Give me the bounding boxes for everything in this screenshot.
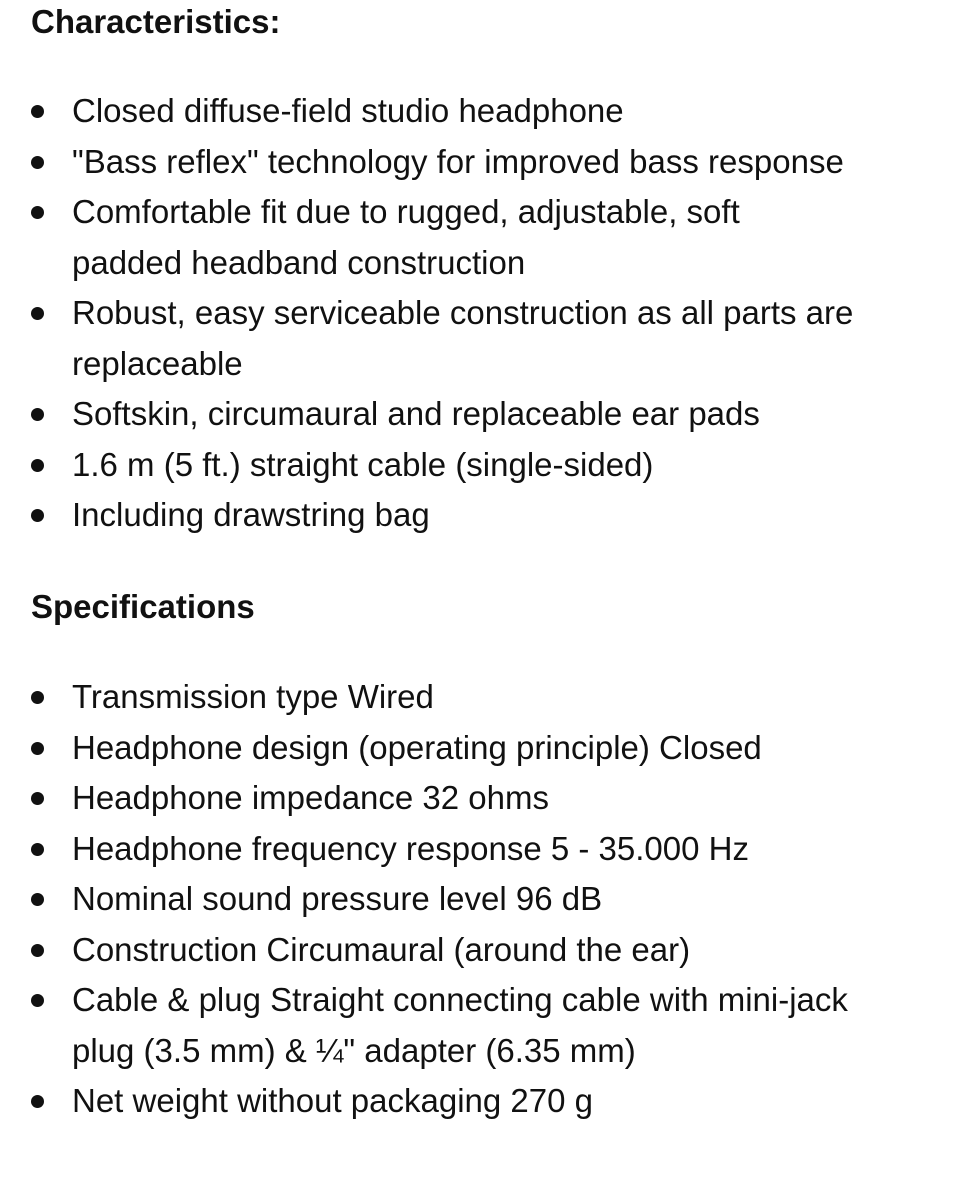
characteristics-item-text-line: Comfortable fit due to rugged, adjustable, soft xyxy=(72,193,740,230)
specifications-item-text-line: Construction Circumaural (around the ear) xyxy=(72,930,691,968)
characteristics-list-item xyxy=(0,288,960,389)
bullet-icon xyxy=(31,893,44,906)
specifications-list-item xyxy=(0,773,960,824)
characteristics-item-text-line: 1.6 m (5 ft.) straight cable (single-sided) xyxy=(72,445,654,483)
bullet-icon xyxy=(31,307,44,320)
specifications-item-text-line: Headphone impedance 32 ohms xyxy=(72,779,550,816)
specifications-list-item xyxy=(0,723,960,774)
bullet-icon xyxy=(31,206,44,219)
specifications-list-item xyxy=(0,975,960,1076)
specifications-item-text-line: Nominal sound pressure level 96 dB xyxy=(72,880,603,917)
bullet-icon xyxy=(31,994,44,1007)
bullet-icon xyxy=(31,944,44,957)
specifications-item-text-line: plug (3.5 mm) & ¼" adapter (6.35 mm) xyxy=(72,1031,636,1069)
bullet-icon xyxy=(31,1095,44,1108)
bullet-icon xyxy=(31,792,44,805)
bullet-icon xyxy=(31,459,44,472)
characteristics-list-item xyxy=(0,440,960,491)
specifications-item-text-line: Net weight without packaging 270 g xyxy=(72,1082,594,1119)
specifications-list-item xyxy=(0,1076,960,1127)
characteristics-item-text-line: Including drawstring bag xyxy=(72,496,430,533)
specifications-item-text-line: Headphone design (operating principle) Closed xyxy=(72,728,762,766)
specifications-heading: Specifications xyxy=(31,588,255,625)
specifications-item-text-line: Cable & plug Straight connecting cable with mini-jack xyxy=(72,981,848,1018)
characteristics-item-text-line: "Bass reflex" technology for improved bass response xyxy=(72,142,844,180)
characteristics-item-text-line: replaceable xyxy=(72,344,243,382)
specifications-list xyxy=(0,672,960,1127)
specifications-list-item xyxy=(0,672,960,723)
characteristics-item-text-line: Softskin, circumaural and replaceable ear pads xyxy=(72,395,760,432)
characteristics-list-item xyxy=(0,187,960,288)
specifications-list-item xyxy=(0,925,960,976)
characteristics-list xyxy=(0,86,960,541)
specifications-list-item xyxy=(0,874,960,925)
characteristics-list-item xyxy=(0,389,960,440)
characteristics-list-item xyxy=(0,490,960,541)
bullet-icon xyxy=(31,156,44,169)
specifications-list-item xyxy=(0,824,960,875)
characteristics-list-item xyxy=(0,137,960,188)
characteristics-item-text-line: Robust, easy serviceable construction as all parts are xyxy=(72,294,854,331)
characteristics-item-text-line: padded headband construction xyxy=(72,243,526,281)
bullet-icon xyxy=(31,105,44,118)
bullet-icon xyxy=(31,843,44,856)
characteristics-heading: Characteristics: xyxy=(31,3,281,40)
bullet-icon xyxy=(31,742,44,755)
specifications-item-text-line: Transmission type Wired xyxy=(72,678,434,715)
bullet-icon xyxy=(31,408,44,421)
specifications-item-text-line: Headphone frequency response 5 - 35.000 Hz xyxy=(72,829,749,867)
characteristics-list-item xyxy=(0,86,960,137)
bullet-icon xyxy=(31,509,44,522)
bullet-icon xyxy=(31,691,44,704)
characteristics-item-text-line: Closed diffuse-field studio headphone xyxy=(72,92,624,129)
